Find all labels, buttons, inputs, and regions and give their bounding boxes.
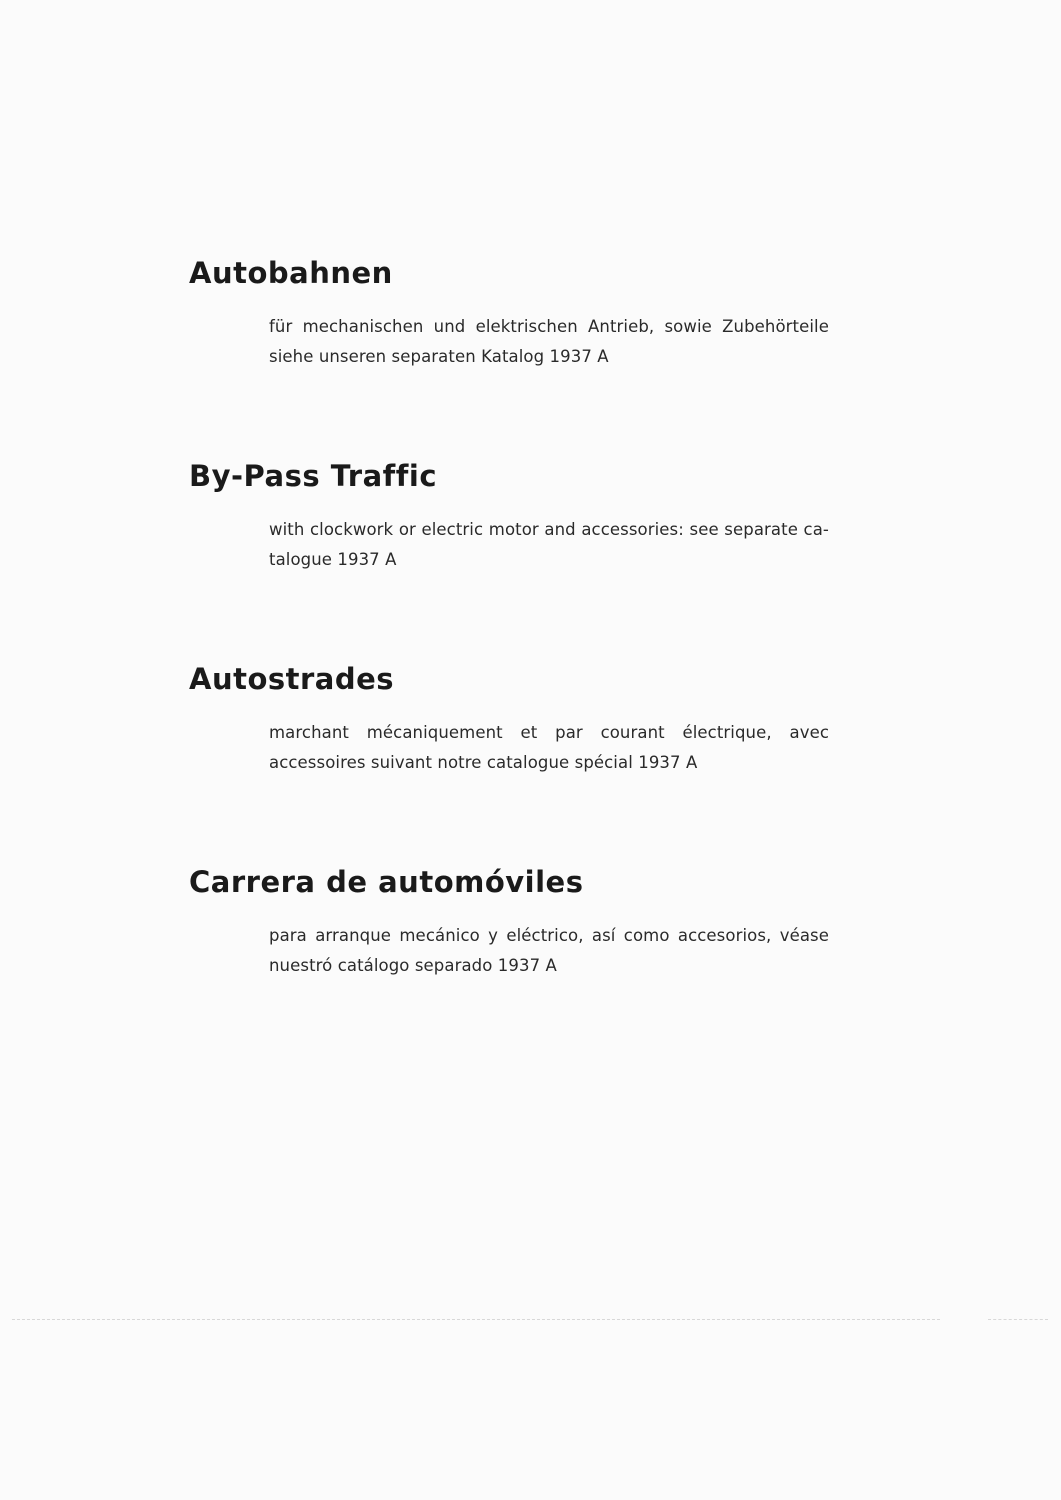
section-heading: Carrera de automóviles <box>189 865 584 899</box>
description-line: marchant mécaniquement et par courant électrique, avec accessoires <box>269 723 829 772</box>
description-line: suivant notre catalogue spécial 1937 A <box>370 753 698 772</box>
section-carrera-de-automoviles <box>189 865 869 981</box>
scan-edge-divider <box>12 1319 940 1320</box>
section-autobahnen <box>189 256 869 372</box>
description-line: unseren separaten Katalog 1937 A <box>318 347 609 366</box>
section-description <box>269 921 829 981</box>
description-line: with clockwork or electric motor and accessories: see separate ca- <box>269 520 829 539</box>
description-line: talogue 1937 A <box>269 550 397 569</box>
section-autostrades <box>189 662 869 778</box>
section-heading: Autobahnen <box>189 256 393 290</box>
section-description <box>269 718 829 778</box>
section-heading: By-Pass Traffic <box>189 459 438 493</box>
description-line: para arranque mecánico y eléctrico, así como accesorios, véase <box>269 926 829 945</box>
section-description <box>269 312 829 372</box>
section-description <box>269 515 829 575</box>
section-by-pass-traffic <box>189 459 869 575</box>
description-line: nuestró catálogo separado 1937 A <box>269 956 557 975</box>
scan-edge-divider <box>988 1319 1048 1320</box>
section-heading: Autostrades <box>189 662 395 696</box>
description-line: für mechanischen und elektrischen Antrieb, sowie Zubehörteile siehe <box>269 317 829 366</box>
